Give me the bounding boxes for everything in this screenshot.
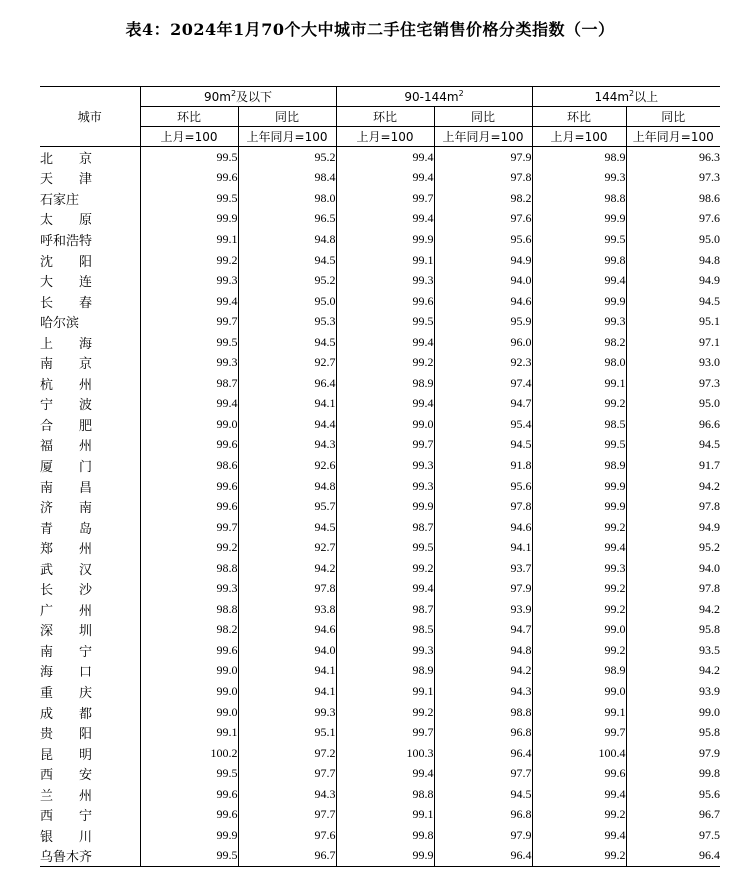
index-value: 93.9 xyxy=(434,599,532,620)
table-row xyxy=(40,722,720,743)
index-value: 99.4 xyxy=(532,537,626,558)
index-value: 99.1 xyxy=(140,229,238,250)
index-value: 99.1 xyxy=(532,373,626,394)
table-row xyxy=(40,352,720,373)
yoy-header: 同比 xyxy=(238,107,336,127)
yoy-base-header: 上年同月=100 xyxy=(626,127,720,147)
index-value: 98.2 xyxy=(532,332,626,353)
index-value: 93.0 xyxy=(626,352,720,373)
index-value: 94.5 xyxy=(434,784,532,805)
index-value: 95.3 xyxy=(238,311,336,332)
index-value: 97.6 xyxy=(434,209,532,230)
index-value: 94.7 xyxy=(434,620,532,641)
city-name: 大 连 xyxy=(40,275,93,291)
index-value: 99.5 xyxy=(140,763,238,784)
city-name: 西 宁 xyxy=(40,809,93,825)
city-name: 南 宁 xyxy=(40,644,93,660)
index-value: 99.2 xyxy=(532,394,626,415)
index-value: 99.7 xyxy=(140,311,238,332)
table-row xyxy=(40,476,720,497)
table-row xyxy=(40,805,720,826)
price-index-table xyxy=(40,86,720,867)
index-value: 99.1 xyxy=(336,805,434,826)
index-value: 95.2 xyxy=(238,147,336,168)
index-value: 99.3 xyxy=(336,476,434,497)
index-value: 99.8 xyxy=(532,250,626,271)
index-value: 99.7 xyxy=(336,722,434,743)
index-value: 100.2 xyxy=(140,743,238,764)
index-value: 94.0 xyxy=(434,270,532,291)
index-value: 94.8 xyxy=(238,229,336,250)
table-row xyxy=(40,229,720,250)
index-value: 96.8 xyxy=(434,722,532,743)
index-value: 95.6 xyxy=(626,784,720,805)
index-value: 94.1 xyxy=(238,681,336,702)
table-row xyxy=(40,394,720,415)
index-value: 99.6 xyxy=(336,291,434,312)
table-row xyxy=(40,846,720,867)
index-value: 99.3 xyxy=(532,311,626,332)
index-value: 99.5 xyxy=(336,311,434,332)
index-value: 99.4 xyxy=(532,784,626,805)
index-value: 100.4 xyxy=(532,743,626,764)
city-name: 合 肥 xyxy=(40,418,93,434)
table-row xyxy=(40,661,720,682)
index-value: 92.3 xyxy=(434,352,532,373)
index-value: 94.0 xyxy=(626,558,720,579)
city-name: 太 原 xyxy=(40,213,93,229)
yoy-header: 同比 xyxy=(434,107,532,127)
city-name: 昆 明 xyxy=(40,747,93,763)
index-value: 98.7 xyxy=(336,599,434,620)
index-value: 96.4 xyxy=(238,373,336,394)
index-value: 99.9 xyxy=(140,209,238,230)
index-value: 97.9 xyxy=(434,825,532,846)
index-value: 93.9 xyxy=(626,681,720,702)
city-name: 深 圳 xyxy=(40,624,93,640)
index-value: 99.9 xyxy=(532,496,626,517)
index-value: 99.6 xyxy=(140,496,238,517)
city-name: 南 昌 xyxy=(40,480,93,496)
index-value: 97.7 xyxy=(238,763,336,784)
index-value: 99.5 xyxy=(532,229,626,250)
index-value: 92.6 xyxy=(238,455,336,476)
index-value: 98.6 xyxy=(626,188,720,209)
index-value: 94.9 xyxy=(626,517,720,538)
city-name: 宁 波 xyxy=(40,398,93,414)
city-name: 厦 门 xyxy=(40,459,93,475)
page-title: 表4：2024年1月70个大中城市二手住宅销售价格分类指数（一） xyxy=(125,20,615,39)
city-name: 成 都 xyxy=(40,706,93,722)
index-value: 91.7 xyxy=(626,455,720,476)
index-value: 99.0 xyxy=(140,661,238,682)
index-value: 94.2 xyxy=(434,661,532,682)
table-row xyxy=(40,702,720,723)
table-row xyxy=(40,168,720,189)
table-row xyxy=(40,681,720,702)
index-value: 99.9 xyxy=(336,846,434,867)
table-row xyxy=(40,455,720,476)
index-value: 99.2 xyxy=(532,846,626,867)
index-value: 97.9 xyxy=(434,147,532,168)
index-value: 95.0 xyxy=(626,394,720,415)
index-value: 99.2 xyxy=(336,352,434,373)
index-value: 99.4 xyxy=(140,291,238,312)
index-value: 97.8 xyxy=(434,496,532,517)
index-value: 99.5 xyxy=(140,188,238,209)
index-value: 93.7 xyxy=(434,558,532,579)
index-value: 99.3 xyxy=(140,270,238,291)
index-value: 94.8 xyxy=(626,250,720,271)
index-value: 98.2 xyxy=(140,620,238,641)
index-value: 94.6 xyxy=(238,620,336,641)
index-value: 99.1 xyxy=(336,250,434,271)
index-value: 94.3 xyxy=(434,681,532,702)
index-value: 95.1 xyxy=(626,311,720,332)
index-value: 94.2 xyxy=(626,476,720,497)
index-value: 99.7 xyxy=(336,188,434,209)
index-value: 94.1 xyxy=(434,537,532,558)
index-value: 98.9 xyxy=(336,373,434,394)
index-value: 99.2 xyxy=(140,250,238,271)
table-row xyxy=(40,435,720,456)
table-row xyxy=(40,537,720,558)
index-value: 100.3 xyxy=(336,743,434,764)
index-value: 97.3 xyxy=(626,168,720,189)
index-value: 98.8 xyxy=(532,188,626,209)
index-value: 99.1 xyxy=(336,681,434,702)
index-value: 99.2 xyxy=(532,578,626,599)
city-name: 广 州 xyxy=(40,603,93,619)
index-value: 99.0 xyxy=(532,620,626,641)
index-value: 99.8 xyxy=(626,763,720,784)
index-value: 99.9 xyxy=(532,476,626,497)
index-value: 99.4 xyxy=(336,332,434,353)
table-row xyxy=(40,188,720,209)
index-value: 99.6 xyxy=(140,640,238,661)
index-value: 99.5 xyxy=(532,435,626,456)
index-value: 99.2 xyxy=(532,517,626,538)
city-name: 青 岛 xyxy=(40,521,93,537)
index-value: 96.0 xyxy=(434,332,532,353)
table-row xyxy=(40,825,720,846)
index-value: 99.4 xyxy=(336,168,434,189)
city-name: 天 津 xyxy=(40,172,93,188)
index-value: 94.5 xyxy=(434,435,532,456)
city-name: 杭 州 xyxy=(40,377,93,393)
group-header-large: $144m^2$以上 xyxy=(532,87,720,107)
index-value: 99.9 xyxy=(336,496,434,517)
city-name: 西 安 xyxy=(40,768,93,784)
city-name: 贵 阳 xyxy=(40,727,93,743)
index-value: 99.3 xyxy=(140,352,238,373)
index-value: 99.0 xyxy=(140,414,238,435)
index-value: 99.3 xyxy=(238,702,336,723)
index-value: 98.4 xyxy=(238,168,336,189)
index-value: 98.9 xyxy=(532,661,626,682)
index-value: 99.2 xyxy=(532,640,626,661)
city-column-header: 城市 xyxy=(40,87,140,147)
index-value: 99.9 xyxy=(336,229,434,250)
index-value: 94.7 xyxy=(434,394,532,415)
index-value: 99.4 xyxy=(336,147,434,168)
index-value: 99.7 xyxy=(140,517,238,538)
index-value: 97.1 xyxy=(626,332,720,353)
index-value: 94.1 xyxy=(238,661,336,682)
index-value: 99.2 xyxy=(532,599,626,620)
index-value: 99.0 xyxy=(336,414,434,435)
index-value: 97.3 xyxy=(626,373,720,394)
index-value: 96.4 xyxy=(434,743,532,764)
index-value: 97.6 xyxy=(626,209,720,230)
index-value: 94.5 xyxy=(238,250,336,271)
index-value: 98.9 xyxy=(532,455,626,476)
index-value: 97.7 xyxy=(238,805,336,826)
index-value: 94.2 xyxy=(626,661,720,682)
table-row xyxy=(40,558,720,579)
index-value: 99.4 xyxy=(532,270,626,291)
index-value: 97.4 xyxy=(434,373,532,394)
mom-base-header: 上月=100 xyxy=(532,127,626,147)
index-value: 95.6 xyxy=(434,229,532,250)
city-name: 重 庆 xyxy=(40,685,93,701)
index-value: 99.6 xyxy=(140,784,238,805)
index-value: 99.8 xyxy=(336,825,434,846)
index-value: 99.4 xyxy=(336,763,434,784)
table-row xyxy=(40,620,720,641)
index-value: 94.3 xyxy=(238,435,336,456)
index-value: 95.8 xyxy=(626,620,720,641)
city-name: 福 州 xyxy=(40,439,93,455)
index-value: 94.2 xyxy=(626,599,720,620)
index-value: 93.5 xyxy=(626,640,720,661)
index-value: 99.4 xyxy=(336,578,434,599)
index-value: 96.3 xyxy=(626,147,720,168)
index-value: 95.2 xyxy=(238,270,336,291)
city-name: 石家庄 xyxy=(40,192,80,208)
index-value: 98.2 xyxy=(434,188,532,209)
index-value: 99.5 xyxy=(140,147,238,168)
table-row xyxy=(40,373,720,394)
index-value: 99.5 xyxy=(140,332,238,353)
city-name: 长 沙 xyxy=(40,583,93,599)
index-value: 98.6 xyxy=(140,455,238,476)
city-name: 济 南 xyxy=(40,501,93,517)
city-name: 郑 州 xyxy=(40,542,93,558)
index-value: 96.5 xyxy=(238,209,336,230)
index-value: 94.4 xyxy=(238,414,336,435)
index-value: 95.7 xyxy=(238,496,336,517)
index-value: 92.7 xyxy=(238,537,336,558)
index-value: 96.6 xyxy=(626,414,720,435)
table-row xyxy=(40,414,720,435)
index-value: 99.3 xyxy=(336,640,434,661)
city-name: 武 汉 xyxy=(40,562,93,578)
index-value: 99.6 xyxy=(140,168,238,189)
index-value: 99.6 xyxy=(140,435,238,456)
index-value: 94.1 xyxy=(238,394,336,415)
index-value: 95.1 xyxy=(238,722,336,743)
index-value: 95.6 xyxy=(434,476,532,497)
index-value: 99.7 xyxy=(336,435,434,456)
table-row xyxy=(40,763,720,784)
index-value: 97.2 xyxy=(238,743,336,764)
table-row xyxy=(40,209,720,230)
index-value: 91.8 xyxy=(434,455,532,476)
index-value: 94.5 xyxy=(238,517,336,538)
index-value: 97.7 xyxy=(434,763,532,784)
index-value: 99.3 xyxy=(336,455,434,476)
mom-header: 环比 xyxy=(532,107,626,127)
index-value: 99.9 xyxy=(532,291,626,312)
table-row xyxy=(40,496,720,517)
index-value: 94.0 xyxy=(238,640,336,661)
city-name: 兰 州 xyxy=(40,788,93,804)
table-row xyxy=(40,270,720,291)
index-value: 98.0 xyxy=(238,188,336,209)
index-value: 97.9 xyxy=(434,578,532,599)
table-row xyxy=(40,311,720,332)
index-value: 99.0 xyxy=(140,702,238,723)
index-value: 98.8 xyxy=(140,599,238,620)
city-name: 呼和浩特 xyxy=(40,233,93,249)
index-value: 96.7 xyxy=(238,846,336,867)
mom-header: 环比 xyxy=(140,107,238,127)
index-value: 99.6 xyxy=(140,805,238,826)
index-value: 95.2 xyxy=(626,537,720,558)
index-value: 96.4 xyxy=(626,846,720,867)
table-row xyxy=(40,784,720,805)
index-value: 94.5 xyxy=(238,332,336,353)
index-value: 98.9 xyxy=(336,661,434,682)
index-value: 94.5 xyxy=(626,435,720,456)
index-value: 99.9 xyxy=(532,209,626,230)
group-header-medium: $90-144m^2$ xyxy=(336,87,532,107)
table-row xyxy=(40,332,720,353)
index-value: 98.8 xyxy=(140,558,238,579)
index-value: 94.6 xyxy=(434,291,532,312)
table-row xyxy=(40,743,720,764)
index-value: 98.5 xyxy=(336,620,434,641)
index-value: 94.2 xyxy=(238,558,336,579)
city-name: 哈尔滨 xyxy=(40,316,80,332)
index-value: 99.0 xyxy=(140,681,238,702)
index-value: 98.8 xyxy=(434,702,532,723)
index-value: 95.8 xyxy=(626,722,720,743)
index-value: 99.5 xyxy=(140,846,238,867)
city-name: 上 海 xyxy=(40,336,93,352)
index-value: 99.0 xyxy=(626,702,720,723)
index-value: 96.4 xyxy=(434,846,532,867)
index-value: 98.5 xyxy=(532,414,626,435)
city-name: 南 京 xyxy=(40,357,93,373)
index-value: 97.9 xyxy=(626,743,720,764)
table-row xyxy=(40,291,720,312)
index-value: 99.6 xyxy=(140,476,238,497)
index-value: 99.2 xyxy=(336,702,434,723)
index-value: 99.0 xyxy=(532,681,626,702)
index-value: 98.0 xyxy=(532,352,626,373)
table-row xyxy=(40,517,720,538)
index-value: 99.3 xyxy=(336,270,434,291)
index-value: 99.4 xyxy=(140,394,238,415)
index-value: 94.3 xyxy=(238,784,336,805)
yoy-header: 同比 xyxy=(626,107,720,127)
index-value: 95.4 xyxy=(434,414,532,435)
mom-base-header: 上月=100 xyxy=(140,127,238,147)
city-name: 沈 阳 xyxy=(40,254,93,270)
index-value: 97.6 xyxy=(238,825,336,846)
index-value: 98.7 xyxy=(336,517,434,538)
mom-base-header: 上月=100 xyxy=(336,127,434,147)
table-row xyxy=(40,640,720,661)
index-value: 98.8 xyxy=(336,784,434,805)
yoy-base-header: 上年同月=100 xyxy=(238,127,336,147)
table-row xyxy=(40,578,720,599)
index-value: 99.2 xyxy=(140,537,238,558)
table-row xyxy=(40,250,720,271)
index-value: 94.9 xyxy=(626,270,720,291)
index-value: 96.7 xyxy=(626,805,720,826)
index-value: 99.3 xyxy=(532,168,626,189)
index-value: 95.0 xyxy=(626,229,720,250)
table-row xyxy=(40,147,720,168)
city-name: 北 京 xyxy=(40,151,93,167)
city-name: 长 春 xyxy=(40,295,93,311)
index-value: 99.3 xyxy=(532,558,626,579)
city-name: 乌鲁木齐 xyxy=(40,846,140,867)
index-value: 99.2 xyxy=(532,805,626,826)
index-value: 97.5 xyxy=(626,825,720,846)
index-value: 94.5 xyxy=(626,291,720,312)
index-value: 94.8 xyxy=(434,640,532,661)
index-value: 97.8 xyxy=(626,496,720,517)
mom-header: 环比 xyxy=(336,107,434,127)
index-value: 99.7 xyxy=(532,722,626,743)
index-value: 96.8 xyxy=(434,805,532,826)
index-value: 97.8 xyxy=(238,578,336,599)
index-value: 94.6 xyxy=(434,517,532,538)
index-value: 99.5 xyxy=(336,537,434,558)
index-value: 99.1 xyxy=(140,722,238,743)
group-header-small: $90m^2$及以下 xyxy=(140,87,336,107)
index-value: 98.7 xyxy=(140,373,238,394)
index-value: 95.9 xyxy=(434,311,532,332)
yoy-base-header: 上年同月=100 xyxy=(434,127,532,147)
index-value: 99.1 xyxy=(532,702,626,723)
index-value: 94.8 xyxy=(238,476,336,497)
index-value: 97.8 xyxy=(626,578,720,599)
index-value: 99.3 xyxy=(140,578,238,599)
index-value: 99.4 xyxy=(336,394,434,415)
index-value: 99.6 xyxy=(532,763,626,784)
city-name: 银 川 xyxy=(40,829,93,845)
table-row xyxy=(40,599,720,620)
index-value: 92.7 xyxy=(238,352,336,373)
index-value: 95.0 xyxy=(238,291,336,312)
index-value: 99.4 xyxy=(532,825,626,846)
index-value: 97.8 xyxy=(434,168,532,189)
index-value: 98.9 xyxy=(532,147,626,168)
index-value: 99.4 xyxy=(336,209,434,230)
index-value: 93.8 xyxy=(238,599,336,620)
index-value: 99.2 xyxy=(336,558,434,579)
index-value: 94.9 xyxy=(434,250,532,271)
city-name: 海 口 xyxy=(40,665,93,681)
index-value: 99.9 xyxy=(140,825,238,846)
